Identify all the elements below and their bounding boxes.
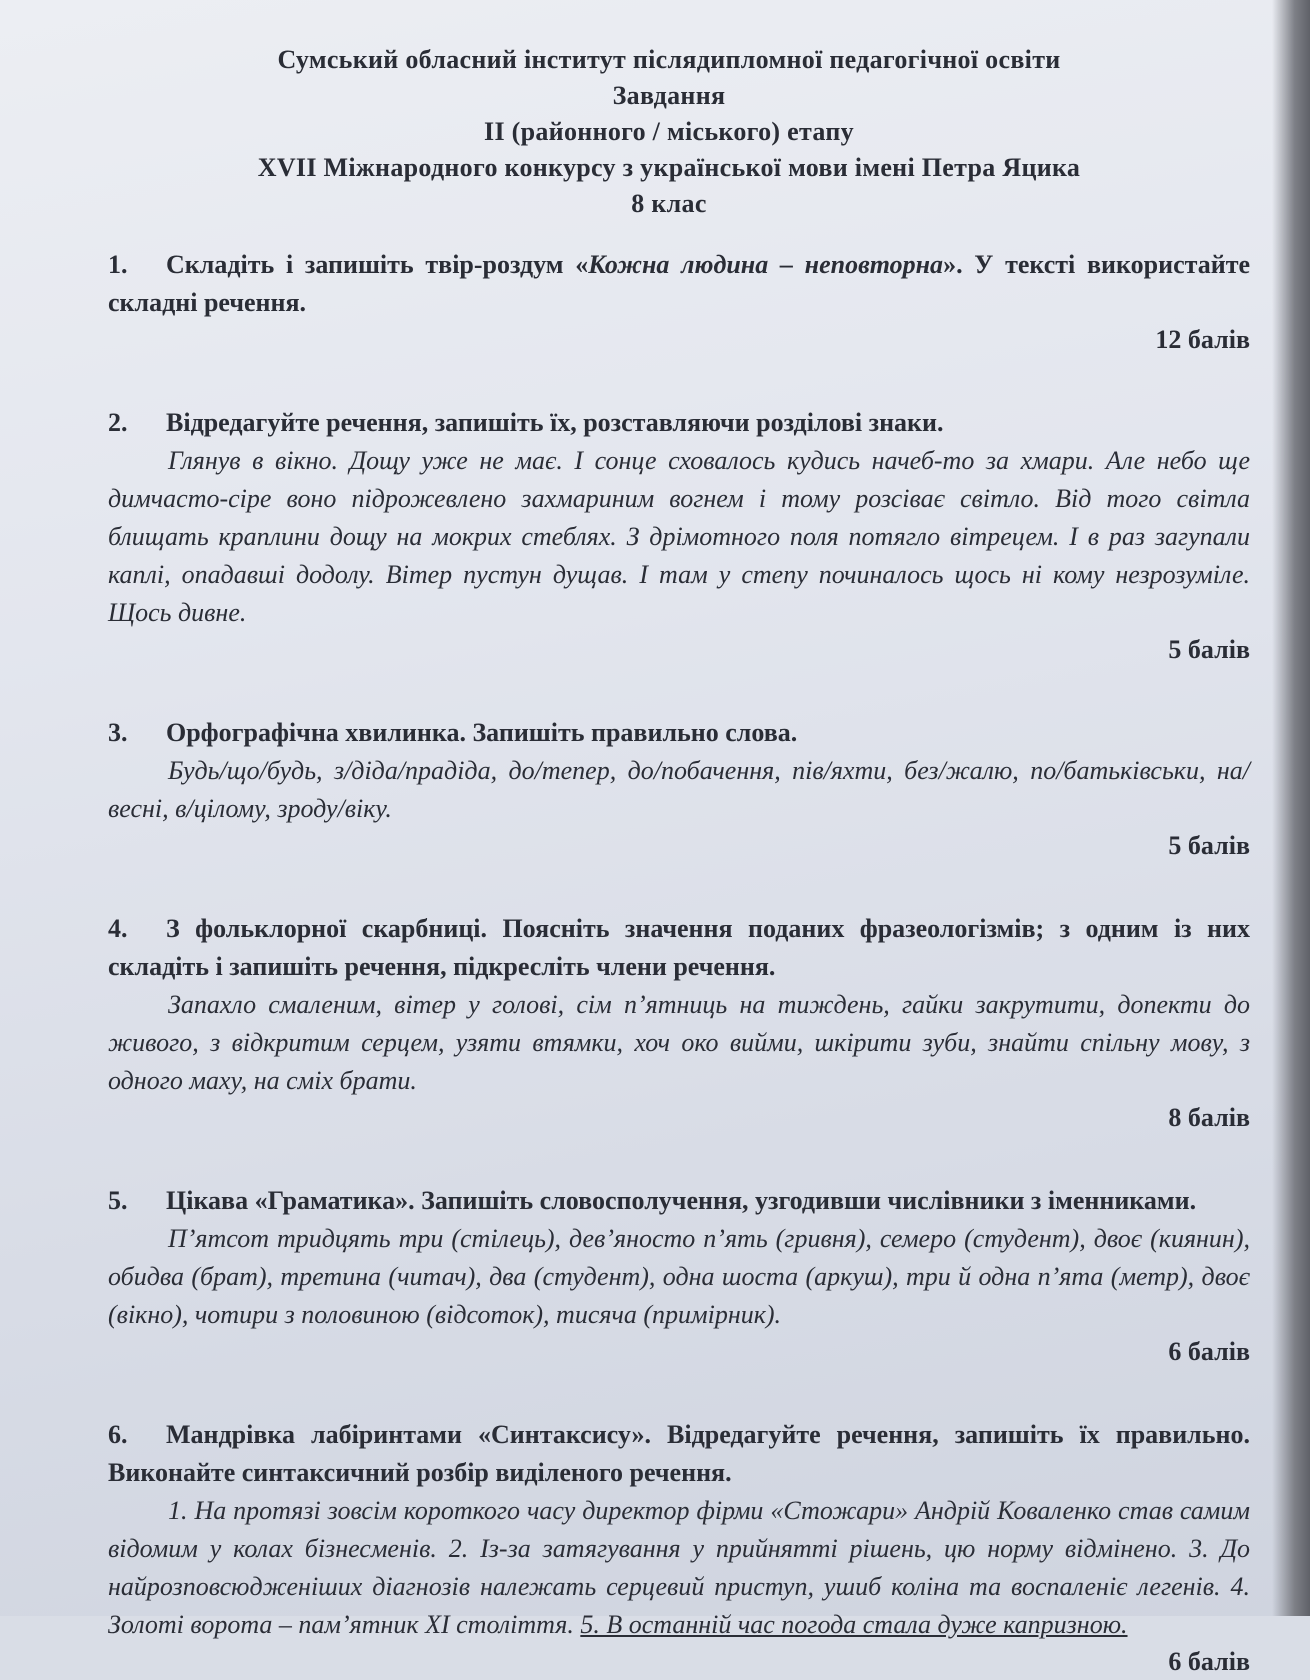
task-number: 1. <box>108 250 128 279</box>
task-heading <box>108 404 1250 442</box>
task-points: 12 балів <box>1155 325 1250 354</box>
task-heading <box>108 1182 1250 1220</box>
task-text: Будь/що/будь, з/діда/прадіда, до/тепер, до/побачення, пів/яхти, без/жалю, по/батьківськи, на/весні, в/цілому, зроду/віку. <box>108 756 1250 823</box>
task-heading <box>108 714 1250 752</box>
highlighted-sentence: 5. В останній час погода стала дуже капризною. <box>580 1610 1128 1639</box>
task-number: 2. <box>108 408 128 437</box>
task-text: Глянув в вікно. Дощу уже не має. І сонце сховалось кудись начеб-то за хмари. Але небо ще димчасто-сіре воно підрожевлено захмариним вогнем і тому розсіває світло. Від того світла блищать краплини дощу на мокрих стеблях. З дрімотного поля потягло вітрецем. І в раз загупали каплі, опадавші додолу. Вітер пустун дущав. І там у степу починалось щось ні кому незрозуміле. Щось дивне. <box>108 446 1250 627</box>
task-3 <box>108 714 1250 864</box>
task-6 <box>108 1416 1250 1680</box>
task-heading <box>108 910 1250 986</box>
task-heading-text: Цікава «Граматика». Запишіть словосполучення, узгодивши числівники з іменниками. <box>166 1186 1197 1215</box>
institution-name: Сумський обласний інститут післядипломної педагогічної освіти <box>277 45 1061 74</box>
task-points: 6 балів <box>1168 1647 1250 1676</box>
task-heading-text: З фольклорної скарбниці. Поясніть значення поданих фразеологізмів; з одним із них складіть і запишіть речення, підкресліть члени речення. <box>108 914 1250 981</box>
task-text <box>108 1492 1250 1644</box>
task-text: П’ятсот тридцять три (стілець), дев’яносто п’ять (гривня), семеро (студент), двоє (киянин), обидва (брат), третина (читач), два (студент), одна шоста (аркуш), три й одна п’ята (метр), двоє (вікно), чотири з половиною (відсоток), тисяча (примірник). <box>108 1224 1250 1329</box>
task-heading-text: Відредагуйте речення, запишіть їх, розставляючи розділові знаки. <box>166 408 944 437</box>
contest-title: XVІІ Міжнародного конкурсу з української мови імені Петра Яцика <box>257 153 1081 182</box>
task-number: 5. <box>108 1186 128 1215</box>
task-heading <box>108 1416 1250 1492</box>
task-heading <box>108 246 1250 322</box>
task-text: Запахло смаленим, вітер у голові, сім п’ятниць на тиждень, гайки закрутити, допекти до живого, з відкритим серцем, узяти втямки, хоч око вийми, шкірити зуби, знайти спільну мову, з одного маху, на сміх брати. <box>108 990 1250 1095</box>
task-points: 5 балів <box>1168 831 1250 860</box>
task-points: 6 балів <box>1168 1337 1250 1366</box>
task-5 <box>108 1182 1250 1370</box>
task-number: 6. <box>108 1420 128 1449</box>
task-number: 3. <box>108 718 128 747</box>
doc-type: Завдання <box>612 81 726 110</box>
grade-title: 8 клас <box>631 189 707 218</box>
page-edge-shadow <box>1272 0 1310 1616</box>
stage-title: ІІ (районного / міського) етапу <box>484 117 854 146</box>
task-sentences: 1. На протязі зовсім короткого часу директор фірми «Стожари» Андрій Коваленко став самим відомим у колах бізнесменів. 2. Із-за затягування у прийнятті рішень, цю норму відмінено. 3. До найрозповсюдженіших діагнозів належать серцевий приступ, ушиб коліна та воспаленіє легенів. 4. Золоті ворота – пам’ятник ХІ століття. <box>108 1496 1250 1639</box>
task-4 <box>108 910 1250 1136</box>
task-heading-text: Складіть і запишіть твір-роздум « <box>166 250 589 279</box>
task-number: 4. <box>108 914 128 943</box>
task-heading-text-end: ». У тексті використайте складні речення. <box>108 250 1251 317</box>
task-2 <box>108 404 1250 668</box>
essay-topic: Кожна людина – неповторна <box>588 250 944 279</box>
task-heading-text: Мандрівка лабіринтами «Синтаксису». Відредагуйте речення, запишіть їх правильно. Виконайте синтаксичний розбір виділеного речення. <box>108 1420 1250 1487</box>
task-1 <box>108 246 1250 358</box>
task-points: 8 балів <box>1168 1103 1250 1132</box>
task-heading-text: Орфографічна хвилинка. Запишіть правильно слова. <box>166 718 798 747</box>
document-header <box>88 42 1250 222</box>
task-points: 5 балів <box>1168 635 1250 664</box>
